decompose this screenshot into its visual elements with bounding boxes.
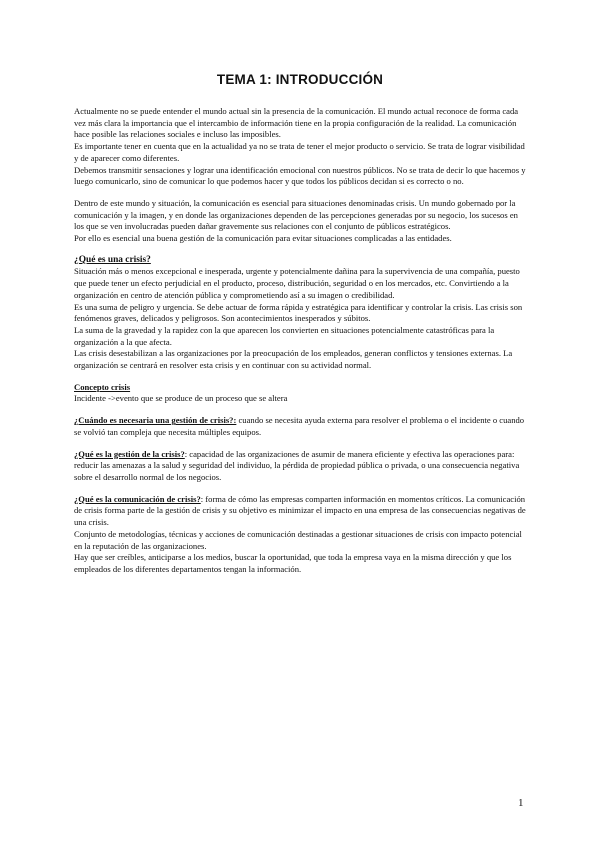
- intro-paragraph-1: Actualmente no se puede entender el mundo actual sin la presencia de la comunicación. El mundo actual reconoce de forma cada vez más clara la importancia que el intercambio de información tiene en la propia configuración de la realidad. La comunicación hace posible las relaciones sociales e incluso las imposibles.: [74, 106, 519, 140]
- intro-paragraph-3: Debemos transmitir sensaciones y lograr una identificación emocional con nuestros públicos. No se trata de decir lo que hacemos y luego comunicarlo, sino de comunicar lo que podemos hacer y que todos los públicos decidan si es correcto o no.: [74, 164, 526, 187]
- spacer: [74, 188, 526, 198]
- crisis-paragraph-2: Es una suma de peligro y urgencia. Se debe actuar de forma rápida y estratégica para identificar y controlar la crisis. Las crisis son fenómenos graves, delicados y peligrosos. Son acontecimientos inesperados y súbitos.: [74, 301, 523, 324]
- when-needed-lead: ¿Cuándo es necesaria una gestión de crisis?:: [74, 415, 237, 426]
- context-paragraph-2: Por ello es esencial una buena gestión de la comunicación para evitar situaciones complicadas a las entidades.: [74, 233, 452, 244]
- crisis-communication-lead: ¿Qué es la comunicación de crisis?: [74, 493, 201, 504]
- crisis-communication-paragraph-3: Hay que ser creíbles, anticiparse a los medios, buscar la oportunidad, que toda la empresa vaya en la misma dirección y que los empleados de los diferentes departamentos tengan la información.: [74, 552, 512, 574]
- crisis-management-lead: ¿Qué es la gestión de la crisis?: [74, 448, 185, 459]
- intro-paragraph-2: Es importante tener en cuenta que en la actualidad ya no se trata de tener el mejor producto o servicio. Se trata de lograr visibilidad y de aparecer como diferentes.: [74, 141, 525, 163]
- spacer: [74, 372, 526, 382]
- when-needed-text: cuando se necesita ayuda externa para resolver el problema o el incidente o cuando se volvió tan compleja que necesita múltiples equipos.: [74, 415, 525, 437]
- crisis-paragraph-1: Situación más o menos excepcional e inesperada, urgente y potencialmente dañina para la supervivencia de una compañía, puesto que puede tener un efecto perjudicial en el producto, proceso, distribución, seguridad o en los mercados, etc. Convirtiendo a la organización en centro de atención pública y comprometiendo así a su imagen o credibilidad.: [74, 266, 520, 300]
- section-heading-concept: Concepto crisis: [74, 381, 131, 392]
- spacer: [74, 405, 526, 415]
- crisis-communication-text: : forma de cómo las empresas comparten información en momentos críticos. La comunicación de crisis forma parte de la gestión de crisis y su objetivo es minimizar el impacto en una empresa de las consecuencias negativas de una crisis.: [74, 493, 526, 528]
- crisis-paragraph-3: La suma de la gravedad y la rapidez con la que aparecen los convierten en situaciones potencialmente catastróficas para la organización a la que afecta.: [74, 324, 495, 347]
- spacer: [74, 484, 526, 494]
- crisis-management-text: : capacidad de las organizaciones de asumir de manera eficiente y efectiva las operaciones para: reducir las amenazas a la salud y seguridad del individuo, la pérdida de propiedad pública o privada, o una consecuencia negativa sobre el desarrollo normal de los negocios.: [74, 448, 520, 482]
- crisis-communication-paragraph-2: Conjunto de metodologías, técnicas y acciones de comunicación destinadas a gestionar situaciones de crisis con impacto potencial en la reputación de las organizaciones.: [74, 528, 522, 551]
- concept-text: Incidente ->evento que se produce de un proceso que se altera: [74, 393, 288, 404]
- crisis-paragraph-4: Las crisis desestabilizan a las organizaciones por la preocupación de los empleados, generan conflictos y tensiones externas. La organización se centrará en resolver esta crisis y en continuar con su actividad normal.: [74, 348, 513, 371]
- document-body: [74, 106, 526, 576]
- section-heading-what-is-crisis: ¿Qué es una crisis?: [74, 254, 151, 265]
- crisis-management-paragraph: [74, 449, 526, 484]
- context-paragraph-1: Dentro de este mundo y situación, la comunicación es esencial para situaciones denominadas crisis. Un mundo gobernado por la comunicación y la imagen, y en donde las organizaciones dependen de las percepciones generadas por su negocio, los sucesos en los que se ven involucradas pueden dañar gravemente sus relaciones con el conjunto de públicos estratégicos.: [74, 197, 518, 232]
- when-needed-paragraph: [74, 415, 526, 438]
- crisis-communication-paragraph: [74, 494, 526, 529]
- page-title: TEMA 1: INTRODUCCIÓN: [216, 72, 384, 87]
- spacer: [74, 439, 526, 449]
- page-number: 1: [518, 797, 524, 809]
- spacer: [74, 245, 526, 255]
